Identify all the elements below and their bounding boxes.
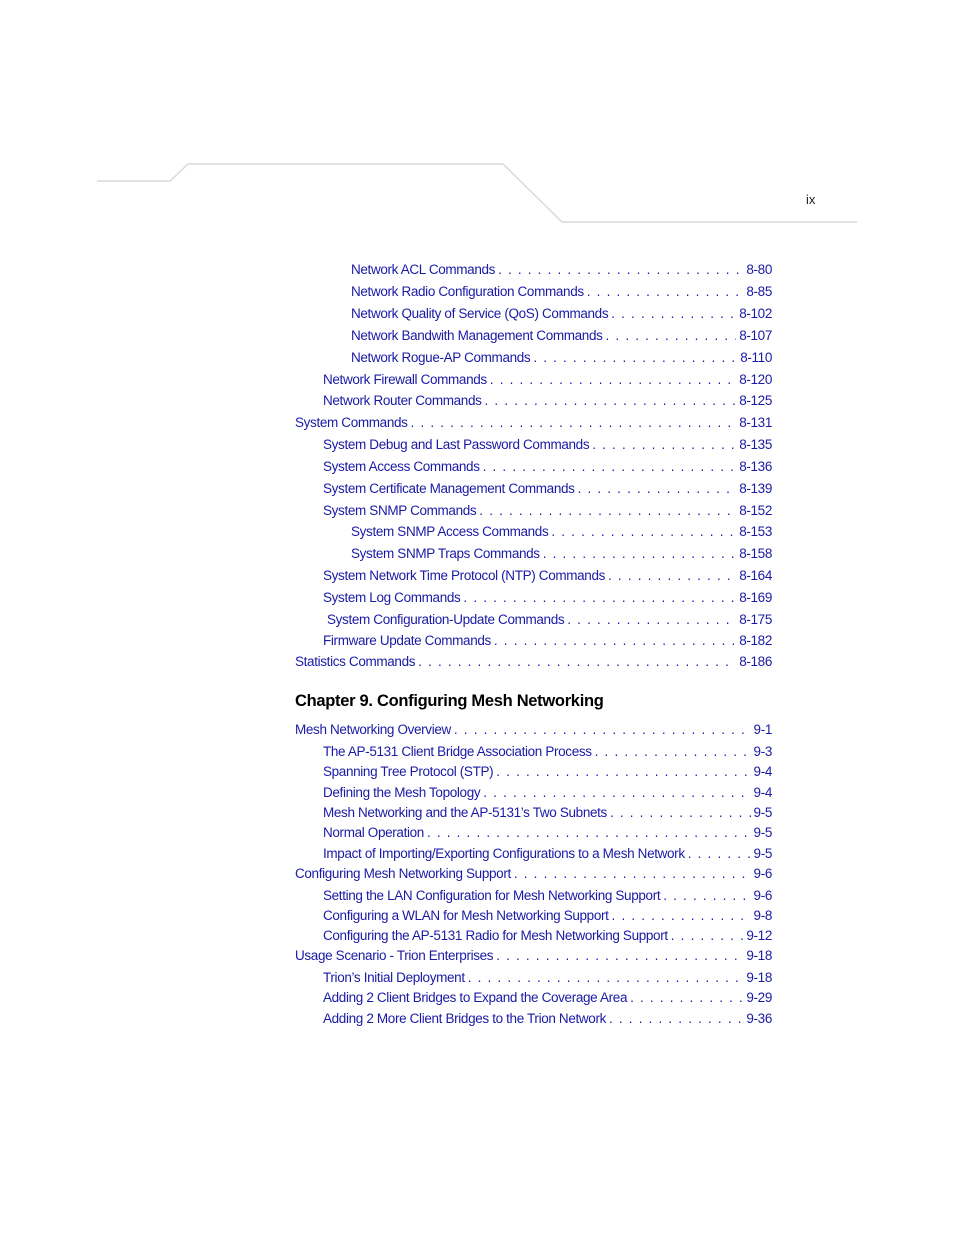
toc-entry[interactable]: [323, 845, 772, 863]
toc-entry-page: 9-6: [753, 888, 772, 903]
dot-leader: [468, 969, 744, 987]
toc-entry-page: 8-85: [746, 284, 772, 299]
toc-entry[interactable]: [327, 611, 772, 629]
toc-entry[interactable]: [295, 414, 772, 432]
dot-leader: [483, 784, 750, 802]
toc-entry[interactable]: [323, 887, 772, 905]
toc-entry-label: Mesh Networking Overview: [295, 722, 451, 737]
toc-entry-page: 8-164: [739, 568, 772, 583]
dot-leader: [483, 458, 737, 476]
dot-leader: [671, 927, 744, 945]
toc-entry-page: 9-4: [753, 764, 772, 779]
toc-entry-label: Configuring the AP-5131 Radio for Mesh Networking Support: [323, 928, 668, 943]
toc-entry[interactable]: [323, 763, 772, 781]
toc-entry-label: System Certificate Management Commands: [323, 481, 575, 496]
toc-entry-page: 8-182: [739, 633, 772, 648]
toc-entry[interactable]: [323, 804, 772, 822]
chapter-heading: Chapter 9. Configuring Mesh Networking: [295, 692, 604, 710]
toc-entry-page: 8-152: [739, 503, 772, 518]
toc-entry-page: 9-18: [746, 948, 772, 963]
toc-entry[interactable]: [295, 865, 772, 883]
toc-entry-page: 8-186: [739, 654, 772, 669]
toc-entry-label: Network Router Commands: [323, 393, 482, 408]
toc-entry-page: 8-158: [739, 546, 772, 561]
dot-leader: [418, 653, 736, 671]
toc-entry[interactable]: [323, 969, 772, 987]
toc-entry-label: The AP-5131 Client Bridge Association Process: [323, 744, 592, 759]
dot-leader: [610, 804, 751, 822]
toc-entry[interactable]: [351, 261, 772, 279]
toc-entry[interactable]: [323, 502, 772, 520]
toc-entry[interactable]: [323, 371, 772, 389]
dot-leader: [454, 721, 751, 739]
page-number: ix: [806, 192, 816, 207]
toc-entry[interactable]: [323, 458, 772, 476]
toc-entry-label: Configuring a WLAN for Mesh Networking Support: [323, 908, 609, 923]
toc-entry[interactable]: [323, 480, 772, 498]
toc-entry-label: Usage Scenario - Trion Enterprises: [295, 948, 494, 963]
toc-entry-label: System Access Commands: [323, 459, 480, 474]
toc-entry[interactable]: [323, 907, 772, 925]
toc-entry-label: Statistics Commands: [295, 654, 416, 669]
dot-leader: [578, 480, 737, 498]
toc-entry-label: Network ACL Commands: [351, 262, 496, 277]
toc-entry-label: System SNMP Access Commands: [351, 524, 549, 539]
toc-entry-page: 8-169: [739, 590, 772, 605]
toc-entry-label: Firmware Update Commands: [323, 633, 491, 648]
dot-leader: [533, 349, 737, 367]
dot-leader: [498, 261, 743, 279]
dot-leader: [494, 632, 736, 650]
toc-entry[interactable]: [323, 784, 772, 802]
toc-entry[interactable]: [295, 721, 772, 739]
toc-entry-label: Normal Operation: [323, 825, 424, 840]
toc-entry-label: Defining the Mesh Topology: [323, 785, 481, 800]
toc-entry[interactable]: [295, 947, 772, 965]
toc-entry-page: 8-131: [739, 415, 772, 430]
toc-entry-page: 8-153: [739, 524, 772, 539]
toc-entry[interactable]: [323, 589, 772, 607]
dot-leader: [595, 743, 751, 761]
toc-entry[interactable]: [323, 436, 772, 454]
toc-entry-label: Network Bandwith Management Commands: [351, 328, 603, 343]
toc-entry[interactable]: [323, 927, 772, 945]
toc-entry-label: Network Rogue-AP Commands: [351, 350, 531, 365]
toc-entry[interactable]: [351, 545, 772, 563]
toc-entry-page: 8-120: [739, 372, 772, 387]
toc-entry-page: 8-102: [739, 306, 772, 321]
toc-entry[interactable]: [351, 283, 772, 301]
dot-leader: [543, 545, 737, 563]
toc-entry-page: 8-136: [739, 459, 772, 474]
toc-entry-page: 9-1: [753, 722, 772, 737]
dot-leader: [485, 392, 737, 410]
toc-entry[interactable]: [351, 523, 772, 541]
toc-entry-label: Network Quality of Service (QoS) Commands: [351, 306, 609, 321]
toc-entry[interactable]: [323, 567, 772, 585]
toc-entry-page: 9-12: [746, 928, 772, 943]
toc-entry-label: Adding 2 More Client Bridges to the Trion Network: [323, 1011, 606, 1026]
toc-entry-page: 9-5: [753, 825, 772, 840]
toc-entry-page: 9-18: [746, 970, 772, 985]
toc-entry[interactable]: [351, 327, 772, 345]
toc-entry-page: 9-8: [753, 908, 772, 923]
toc-entry-label: Mesh Networking and the AP-5131’s Two Subnets: [323, 805, 607, 820]
toc-entry-page: 9-36: [746, 1011, 772, 1026]
toc-entry[interactable]: [351, 349, 772, 367]
dot-leader: [609, 1010, 743, 1028]
toc-entry-page: 8-125: [739, 393, 772, 408]
dot-leader: [551, 523, 736, 541]
toc-entry-label: System Commands: [295, 415, 408, 430]
dot-leader: [630, 989, 743, 1007]
toc-entry-page: 9-4: [753, 785, 772, 800]
toc-entry-page: 8-107: [739, 328, 772, 343]
toc-entry-label: Setting the LAN Configuration for Mesh Networking Support: [323, 888, 661, 903]
dot-leader: [479, 502, 736, 520]
toc-entry-page: 8-139: [739, 481, 772, 496]
toc-entry-label: System Log Commands: [323, 590, 461, 605]
dot-leader: [567, 611, 736, 629]
toc-entry-label: System Network Time Protocol (NTP) Commands: [323, 568, 606, 583]
toc-entry-label: Spanning Tree Protocol (STP): [323, 764, 494, 779]
toc-entry-label: System SNMP Commands: [323, 503, 477, 518]
toc-entry-page: 9-6: [753, 866, 772, 881]
toc-entry-label: Adding 2 Client Bridges to Expand the Coverage Area: [323, 990, 628, 1005]
toc-entry-label: System Configuration-Update Commands: [327, 612, 565, 627]
dot-leader: [587, 283, 744, 301]
toc-entry-page: 8-80: [746, 262, 772, 277]
toc-entry[interactable]: [323, 824, 772, 842]
toc-entry-label: System SNMP Traps Commands: [351, 546, 540, 561]
toc-entry[interactable]: [351, 305, 772, 323]
dot-leader: [427, 824, 751, 842]
dot-leader: [411, 414, 737, 432]
dot-leader: [463, 589, 736, 607]
dot-leader: [612, 907, 751, 925]
dot-leader: [688, 845, 751, 863]
toc-entry[interactable]: [323, 743, 772, 761]
dot-leader: [663, 887, 750, 905]
toc-entry-label: System Debug and Last Password Commands: [323, 437, 590, 452]
toc-entry-page: 8-135: [739, 437, 772, 452]
toc-entry-label: Trion’s Initial Deployment: [323, 970, 465, 985]
toc-entry[interactable]: [323, 632, 772, 650]
toc-entry-label: Configuring Mesh Networking Support: [295, 866, 511, 881]
toc-entry-page: 8-175: [739, 612, 772, 627]
toc-entry[interactable]: [295, 653, 772, 671]
toc-entry[interactable]: [323, 392, 772, 410]
toc-entry-label: Network Radio Configuration Commands: [351, 284, 584, 299]
dot-leader: [496, 763, 750, 781]
toc-entry-label: Impact of Importing/Exporting Configurations to a Mesh Network: [323, 846, 685, 861]
toc-entry[interactable]: [323, 1010, 772, 1028]
toc-entry-page: 9-3: [753, 744, 772, 759]
toc-entry-label: Network Firewall Commands: [323, 372, 487, 387]
dot-leader: [496, 947, 743, 965]
dot-leader: [592, 436, 736, 454]
toc-entry-page: 9-5: [753, 805, 772, 820]
toc-entry-page: 9-5: [753, 846, 772, 861]
toc-entry[interactable]: [323, 989, 772, 1007]
dot-leader: [611, 305, 736, 323]
dot-leader: [514, 865, 751, 883]
dot-leader: [490, 371, 736, 389]
dot-leader: [606, 327, 737, 345]
toc-entry-page: 8-110: [740, 350, 772, 365]
toc-entry-page: 9-29: [746, 990, 772, 1005]
dot-leader: [608, 567, 736, 585]
